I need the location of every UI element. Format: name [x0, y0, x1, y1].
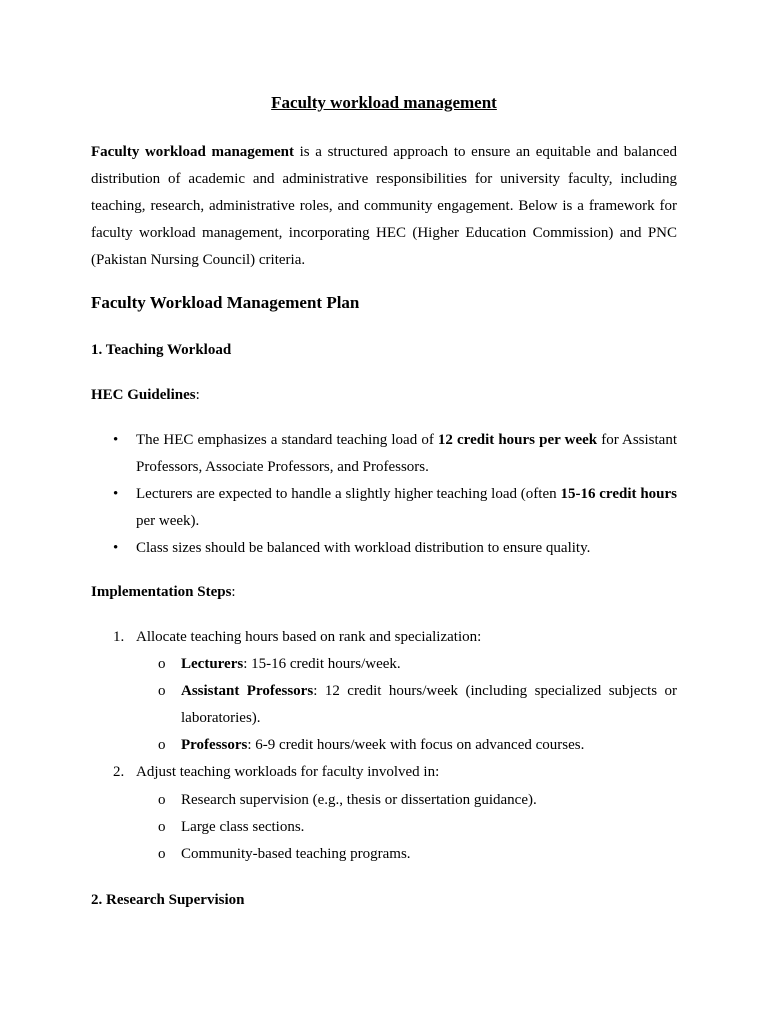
sub-bullet-glyph: o — [158, 819, 166, 835]
bullet-glyph: • — [113, 432, 119, 448]
intro-paragraph — [91, 139, 677, 274]
step-number: 1. — [113, 629, 125, 645]
sub-list-item: Lecturers: 15-16 credit hours/week. — [181, 656, 401, 672]
plan-heading: Faculty Workload Management Plan — [91, 293, 360, 312]
intro-text: is a structured approach to ensure an equitable and balanced distribution of academic and administrative responsibilities for university faculty, including teaching, research, administrative roles, and community engagement. Below is a framework for faculty workload management, incorporating HEC (Higher Education Commission) and PNC (Pakistan Nursing Council) criteria. — [91, 144, 678, 268]
sub-bullet-glyph: o — [158, 737, 166, 753]
bullet-glyph: • — [113, 540, 119, 556]
intro-bold-term: Faculty workload management — [91, 144, 294, 160]
document-title: Faculty workload management — [271, 93, 497, 112]
implementation-steps-label: Implementation Steps: — [91, 584, 236, 600]
sub-list-item: Large class sections. — [181, 819, 305, 835]
sub-list-item: Assistant Professors: 12 credit hours/week (including specialized subjects or laboratories). — [181, 683, 677, 726]
step-number: 2. — [113, 764, 125, 780]
sub-bullet-glyph: o — [158, 792, 166, 808]
list-item: Class sizes should be balanced with workload distribution to ensure quality. — [136, 540, 591, 556]
hec-guidelines-label: HEC Guidelines: — [91, 387, 200, 403]
step-item: Allocate teaching hours based on rank and specialization: — [136, 629, 482, 645]
sub-list-item: Professors: 6-9 credit hours/week with focus on advanced courses. — [181, 737, 585, 753]
section-2-heading: 2. Research Supervision — [91, 892, 245, 908]
section-1-heading: 1. Teaching Workload — [91, 342, 232, 358]
bullet-glyph: • — [113, 486, 119, 502]
sub-list-item: Research supervision (e.g., thesis or dissertation guidance). — [181, 792, 537, 808]
list-item: Lecturers are expected to handle a slightly higher teaching load (often 15-16 credit hours per week). — [136, 486, 677, 529]
sub-list-item: Community-based teaching programs. — [181, 846, 411, 862]
list-item: The HEC emphasizes a standard teaching load of 12 credit hours per week for Assistant Professors, Associate Professors, and Professors. — [136, 432, 678, 475]
sub-bullet-glyph: o — [158, 846, 166, 862]
sub-bullet-glyph: o — [158, 656, 166, 672]
sub-bullet-glyph: o — [158, 683, 166, 699]
step-item: Adjust teaching workloads for faculty involved in: — [136, 764, 440, 780]
